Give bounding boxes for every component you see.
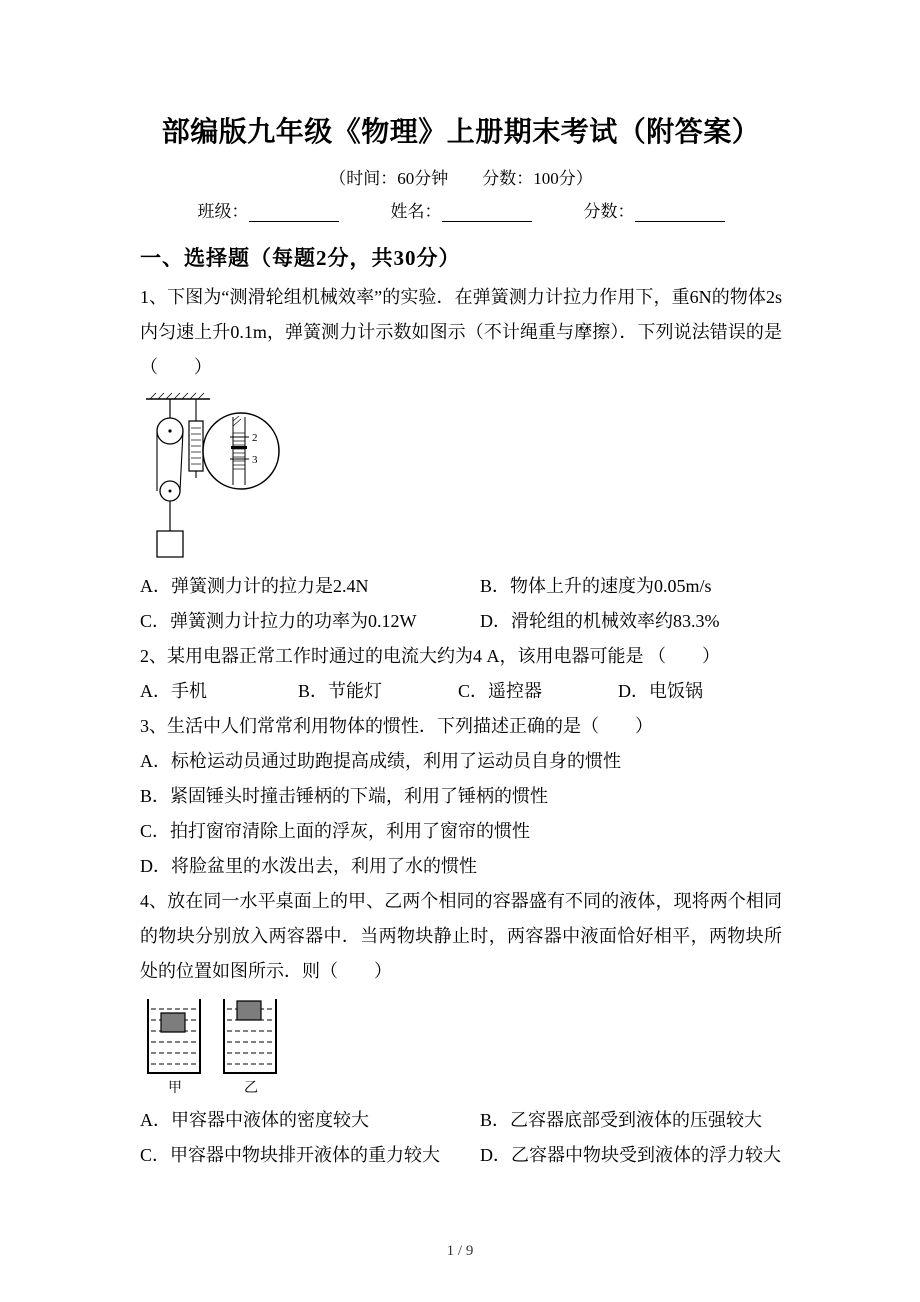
question-4-options [140, 1103, 782, 1173]
q4-option-c: C．甲容器中物块排开液体的重力较大 [140, 1145, 441, 1165]
container-yi-label: 乙 [244, 1081, 258, 1096]
q3-option-b: B．紧固锤头时撞击锤柄的下端，利用了锤柄的惯性 [140, 786, 549, 806]
score-blank-line [635, 203, 725, 222]
q3-option-d: D．将脸盆里的水泼出去，利用了水的惯性 [140, 856, 477, 876]
question-3-options [140, 744, 782, 884]
q1-option-a: A．弹簧测力计的拉力是2.4N [140, 576, 369, 596]
name-label: 姓名： [390, 202, 442, 221]
scale-tick-2-label: 2 [252, 432, 258, 444]
question-4-text: 4、放在同一水平桌面上的甲、乙两个相同的容器盛有不同的液体，现将两个相同的物块分别放入两容器中．当两物块静止时，两容器中液面恰好相平，两物块所处的位置如图所示．则（ ） [140, 891, 782, 981]
pulley-diagram-icon [144, 391, 284, 563]
pulley-figure [144, 391, 782, 563]
q1-option-d: D．滑轮组的机械效率约83.3% [480, 611, 720, 631]
q4-option-d: D．乙容器中物块受到液体的浮力较大 [480, 1145, 781, 1165]
name-field [391, 197, 532, 222]
q2-option-a: A．手机 [140, 681, 207, 701]
scale-tick-3-label: 3 [252, 454, 258, 466]
class-blank-line [249, 203, 339, 222]
page-number: 1 / 9 [446, 1243, 474, 1259]
containers-diagram-icon [142, 995, 307, 1097]
score-field [584, 197, 725, 222]
q4-option-a: A．甲容器中液体的密度较大 [140, 1110, 369, 1130]
q4-option-b: B．乙容器底部受到液体的压强较大 [480, 1110, 763, 1130]
question-3-text: 3、生活中人们常常利用物体的惯性．下列描述正确的是（ ） [140, 716, 653, 736]
score-label: 分数： [583, 202, 635, 221]
container-jia-label: 甲 [168, 1081, 182, 1096]
question-2-text: 2、某用电器正常工作时通过的电流大约为4 A，该用电器可能是 （ ） [140, 646, 720, 666]
q2-option-b: B．节能灯 [298, 681, 383, 701]
q2-option-d: D．电饭锅 [618, 681, 703, 701]
class-field [198, 197, 339, 222]
q2-option-c: C．遥控器 [458, 681, 543, 701]
student-info-row [140, 197, 782, 222]
section-heading: 一、选择题（每题2分，共30分） [140, 246, 461, 270]
q1-option-b: B．物体上升的速度为0.05m/s [480, 576, 712, 596]
exam-meta: （时间：60分钟 分数：100分） [329, 169, 593, 188]
class-label: 班级： [197, 202, 249, 221]
question-2-options [140, 674, 782, 709]
containers-figure [142, 995, 782, 1097]
exam-title: 部编版九年级《物理》上册期末考试（附答案） [161, 117, 761, 148]
question-1-options [140, 569, 782, 639]
q3-option-c: C．拍打窗帘清除上面的浮灰，利用了窗帘的惯性 [140, 821, 531, 841]
q3-option-a: A．标枪运动员通过助跑提高成绩，利用了运动员自身的惯性 [140, 751, 621, 771]
q1-option-c: C．弹簧测力计拉力的功率为0.12W [140, 611, 417, 631]
question-1-text: 1、下图为“测滑轮组机械效率”的实验．在弹簧测力计拉力作用下，重6N的物体2s内匀速上升0.1m，弹簧测力计示数如图示（不计绳重与摩擦）．下列说法错误的是（ ） [140, 287, 782, 377]
name-blank-line [442, 203, 532, 222]
